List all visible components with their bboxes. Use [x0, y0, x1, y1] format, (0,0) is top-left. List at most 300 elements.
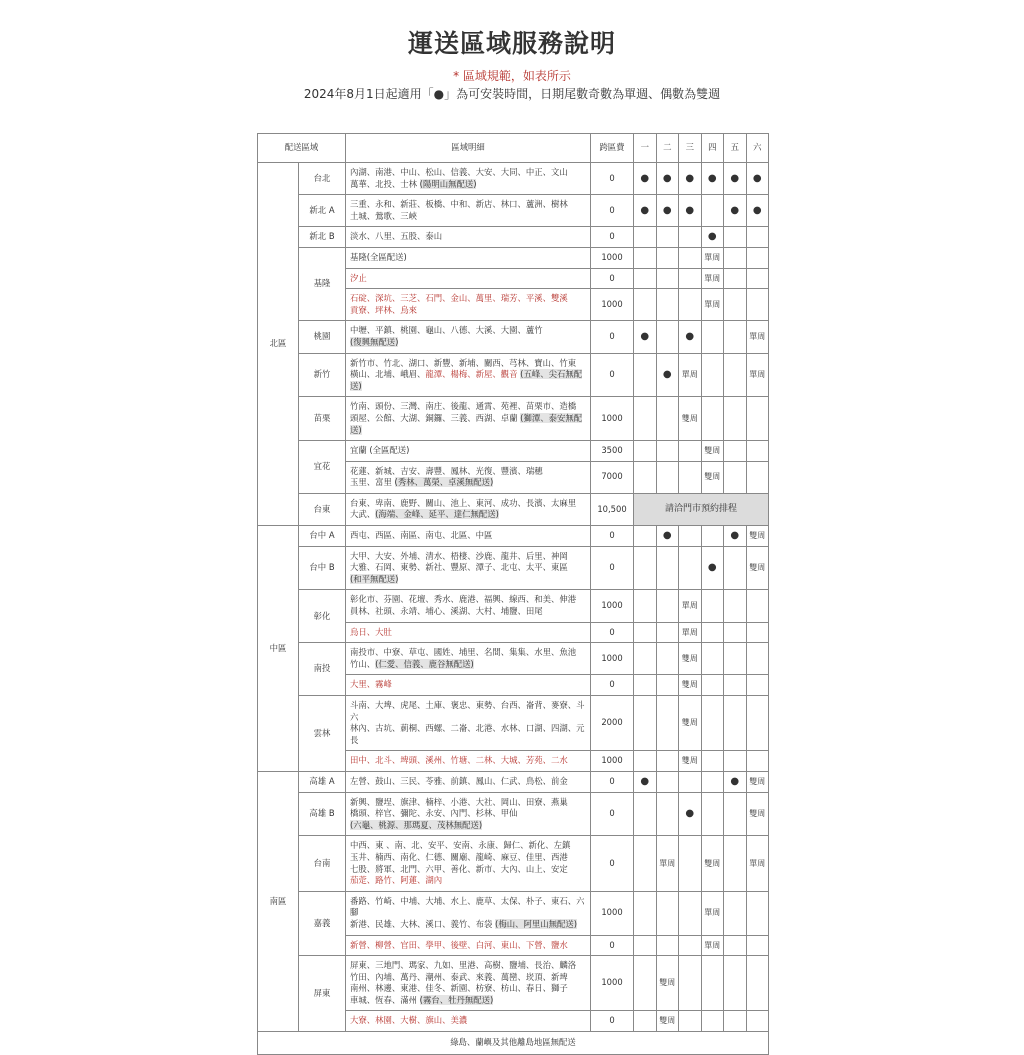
- area-name: 高雄 A: [299, 771, 346, 792]
- area-detail: [346, 289, 591, 321]
- install-day-empty: [634, 622, 657, 643]
- install-day-week: 雙周: [746, 792, 769, 836]
- install-day-empty: [724, 792, 747, 836]
- offshore-note: 綠島、蘭嶼及其他離島地區無配送: [258, 1032, 769, 1055]
- header-day-sat: 六: [746, 134, 769, 163]
- cross-zone-fee: 7000: [591, 461, 634, 493]
- schedule-rule: 2024年8月1日起適用「●」為可安裝時間，日期尾數奇數為單週、偶數為雙週: [303, 87, 721, 101]
- cross-zone-fee: 1000: [591, 289, 634, 321]
- install-day-empty: [701, 353, 724, 397]
- install-day-empty: [656, 891, 679, 935]
- header-day-fri: 五: [724, 134, 747, 163]
- no-delivery-note: (五峰、尖石無配送): [350, 369, 583, 391]
- install-day-empty: [701, 321, 724, 353]
- install-day-week: 雙周: [656, 956, 679, 1011]
- install-day-empty: [679, 461, 702, 493]
- surcharge-districts: 烏日、大肚: [350, 626, 392, 637]
- install-day-empty: [634, 526, 657, 547]
- install-day-empty: [679, 836, 702, 891]
- area-detail: [346, 696, 591, 751]
- region-name: 中區: [258, 526, 299, 772]
- area-detail: [346, 622, 591, 643]
- table-row: [258, 771, 769, 792]
- cross-zone-fee: 0: [591, 771, 634, 792]
- districts: 新興、鹽埕、旗津、楠梓、小港、大社、岡山、田寮、燕巢 橋頭、梓官、彌陀、永安、內門、杉林、甲仙: [350, 796, 568, 819]
- install-day-dot: ●: [701, 163, 724, 195]
- install-day-empty: [634, 397, 657, 441]
- header-fee: 跨區費: [591, 134, 634, 163]
- install-day-empty: [634, 461, 657, 493]
- table-row: [258, 227, 769, 248]
- cross-zone-fee: 0: [591, 792, 634, 836]
- districts: 台東、卑南、鹿野、關山、池上、東河、成功、長濱、太麻里 大武、: [350, 497, 577, 520]
- install-day-week: 雙周: [701, 461, 724, 493]
- install-day-empty: [701, 751, 724, 772]
- install-day-empty: [656, 397, 679, 441]
- area-name: 桃園: [299, 321, 346, 353]
- area-detail: [346, 461, 591, 493]
- table-row: [258, 836, 769, 891]
- install-day-empty: [634, 227, 657, 248]
- area-name: 嘉義: [299, 891, 346, 955]
- install-day-empty: [634, 441, 657, 462]
- area-name: 屏東: [299, 956, 346, 1032]
- table-row: [258, 792, 769, 836]
- no-delivery-note: (海端、金峰、延平、達仁無配送): [375, 509, 499, 520]
- install-day-empty: [746, 751, 769, 772]
- header-zone: 配送區域: [258, 134, 346, 163]
- cross-zone-fee: 0: [591, 1011, 634, 1032]
- region-name: 南區: [258, 771, 299, 1031]
- install-day-week: 雙周: [679, 643, 702, 675]
- area-detail: [346, 771, 591, 792]
- page-title: 運送區域服務說明: [407, 29, 616, 58]
- install-day-empty: [634, 891, 657, 935]
- area-detail: [346, 935, 591, 956]
- install-day-week: 單周: [679, 590, 702, 622]
- install-day-week: 雙周: [679, 397, 702, 441]
- install-day-empty: [724, 696, 747, 751]
- cross-zone-fee: 1000: [591, 643, 634, 675]
- install-day-empty: [656, 792, 679, 836]
- area-detail: [346, 675, 591, 696]
- area-detail: [346, 441, 591, 462]
- cross-zone-fee: 10,500: [591, 493, 634, 525]
- install-day-empty: [724, 397, 747, 441]
- install-day-week: 雙周: [701, 441, 724, 462]
- area-name: 雲林: [299, 696, 346, 772]
- install-day-dot: ●: [679, 321, 702, 353]
- install-day-empty: [701, 792, 724, 836]
- install-day-dot: ●: [656, 195, 679, 227]
- districts: 西屯、西區、南區、南屯、北區、中區: [350, 530, 493, 541]
- install-day-week: 單周: [679, 353, 702, 397]
- cross-zone-fee: 1000: [591, 590, 634, 622]
- cross-zone-fee: 0: [591, 163, 634, 195]
- area-detail: [346, 546, 591, 590]
- area-detail: [346, 643, 591, 675]
- install-day-dot: ●: [724, 526, 747, 547]
- area-name: 台中 B: [299, 546, 346, 590]
- install-day-empty: [634, 546, 657, 590]
- install-day-empty: [634, 836, 657, 891]
- districts: 花蓮、新城、吉安、壽豐、鳳林、光復、豐濱、瑞穗 玉里、富里: [350, 465, 543, 488]
- install-day-empty: [656, 546, 679, 590]
- cross-zone-fee: 1000: [591, 397, 634, 441]
- install-day-empty: [679, 891, 702, 935]
- cross-zone-fee: 3500: [591, 441, 634, 462]
- table-header-row: [258, 134, 769, 163]
- install-day-week: 單周: [746, 353, 769, 397]
- install-day-empty: [634, 696, 657, 751]
- no-delivery-note: (獅潭、泰安無配送): [350, 412, 583, 435]
- install-day-dot: ●: [746, 195, 769, 227]
- install-day-week: 雙周: [656, 1011, 679, 1032]
- table-row: [258, 247, 769, 268]
- install-day-dot: ●: [724, 163, 747, 195]
- install-day-empty: [724, 441, 747, 462]
- install-day-empty: [634, 353, 657, 397]
- install-day-empty: [724, 622, 747, 643]
- header-day-wed: 三: [679, 134, 702, 163]
- install-day-empty: [656, 643, 679, 675]
- install-day-empty: [724, 268, 747, 289]
- surcharge-districts: 大寮、林園、大樹、旗山、美濃: [350, 1015, 468, 1026]
- no-delivery-note: (復興無配送): [350, 336, 399, 347]
- area-name: 新竹: [299, 353, 346, 397]
- install-day-empty: [634, 792, 657, 836]
- install-day-empty: [679, 247, 702, 268]
- area-name: 台中 A: [299, 526, 346, 547]
- install-day-empty: [656, 935, 679, 956]
- districts: 南投市、中寮、草屯、國姓、埔里、名間、集集、水里、魚池 竹山、: [350, 647, 577, 669]
- install-day-dot: ●: [724, 195, 747, 227]
- header-detail: 區域明細: [346, 134, 591, 163]
- cross-zone-fee: 0: [591, 675, 634, 696]
- area-detail: [346, 353, 591, 397]
- area-detail: [346, 247, 591, 268]
- install-day-empty: [746, 643, 769, 675]
- install-day-empty: [701, 956, 724, 1011]
- area-detail: [346, 163, 591, 195]
- area-name: 南投: [299, 643, 346, 696]
- install-day-empty: [701, 696, 724, 751]
- table-row: [258, 493, 769, 525]
- install-day-week: 單周: [746, 836, 769, 891]
- no-delivery-note: (秀林、萬榮、卓溪無配送): [394, 477, 494, 488]
- install-day-empty: [679, 546, 702, 590]
- install-day-week: 雙周: [746, 526, 769, 547]
- cross-zone-fee: 0: [591, 622, 634, 643]
- area-name: 基隆: [299, 247, 346, 320]
- footer-row: [258, 1032, 769, 1055]
- table-row: [258, 526, 769, 547]
- table-row: [258, 321, 769, 353]
- cross-zone-fee: 0: [591, 546, 634, 590]
- districts: 左營、鼓山、三民、苓雅、前鎮、鳳山、仁武、鳥松、前金: [350, 775, 568, 786]
- install-day-week: 單周: [701, 891, 724, 935]
- table-row: [258, 590, 769, 622]
- area-detail: [346, 526, 591, 547]
- table-row: [258, 353, 769, 397]
- districts: 中西、東 、南、北、安平、安南、永康、歸仁、新化、左鎮 玉井、楠西、南化、仁德、關廟、龍崎、麻豆、佳里、西港 七股、將軍、北門、六甲、善化、新市、大內、山上、安定: [350, 840, 571, 874]
- install-day-empty: [634, 1011, 657, 1032]
- install-day-empty: [724, 353, 747, 397]
- install-day-empty: [724, 289, 747, 321]
- install-day-empty: [746, 891, 769, 935]
- install-day-empty: [701, 643, 724, 675]
- install-day-empty: [634, 675, 657, 696]
- table-row: [258, 891, 769, 935]
- install-day-empty: [656, 590, 679, 622]
- install-day-dot: ●: [679, 195, 702, 227]
- surcharge-districts: 汐止: [350, 272, 367, 283]
- districts: 大甲、大安、外埔、清水、梧棲、沙鹿、龍井、后里、神岡 大雅、石岡、東勢、新社、豐原、潭子、北屯、太平、東區: [350, 550, 568, 573]
- cross-zone-fee: 0: [591, 836, 634, 891]
- area-detail: [346, 751, 591, 772]
- install-day-empty: [746, 622, 769, 643]
- install-day-empty: [724, 1011, 747, 1032]
- cross-zone-fee: 0: [591, 935, 634, 956]
- install-day-empty: [724, 891, 747, 935]
- install-day-dot: ●: [701, 546, 724, 590]
- install-day-week: 雙周: [701, 836, 724, 891]
- area-detail: [346, 321, 591, 353]
- surcharge-districts: 龍潭、楊梅、新屋、觀音: [425, 369, 518, 380]
- install-day-empty: [701, 526, 724, 547]
- area-detail: [346, 195, 591, 227]
- area-detail: [346, 792, 591, 836]
- districts: 新竹市、竹北、湖口、新豐、新埔、關西、芎林、寶山、竹東 橫山、北埔、峨眉、: [350, 357, 577, 380]
- area-detail: [346, 836, 591, 891]
- install-day-empty: [679, 441, 702, 462]
- area-name: 苗栗: [299, 397, 346, 441]
- install-day-week: 雙周: [679, 675, 702, 696]
- install-day-empty: [656, 321, 679, 353]
- install-day-empty: [701, 195, 724, 227]
- install-day-empty: [634, 289, 657, 321]
- install-day-empty: [724, 590, 747, 622]
- install-day-empty: [679, 1011, 702, 1032]
- install-day-dot: ●: [679, 792, 702, 836]
- install-day-empty: [679, 935, 702, 956]
- table-row: [258, 163, 769, 195]
- area-name: 新北 A: [299, 195, 346, 227]
- install-day-dot: ●: [634, 163, 657, 195]
- install-day-week: 雙周: [746, 546, 769, 590]
- install-day-empty: [724, 675, 747, 696]
- install-day-empty: [634, 247, 657, 268]
- install-day-week: 單周: [656, 836, 679, 891]
- install-day-empty: [701, 622, 724, 643]
- area-name: 宜花: [299, 441, 346, 494]
- install-day-dot: ●: [656, 163, 679, 195]
- area-detail: [346, 1011, 591, 1032]
- table-row: [258, 195, 769, 227]
- area-name: 彰化: [299, 590, 346, 643]
- area-detail: [346, 956, 591, 1011]
- area-name: 台南: [299, 836, 346, 891]
- no-delivery-note: (仁愛、信義、鹿谷無配送): [375, 658, 474, 669]
- install-day-week: 單周: [746, 321, 769, 353]
- install-day-dot: ●: [746, 163, 769, 195]
- table-row: [258, 546, 769, 590]
- install-day-empty: [724, 247, 747, 268]
- install-day-empty: [724, 461, 747, 493]
- install-day-empty: [634, 590, 657, 622]
- surcharge-districts: 新營、柳營、官田、學甲、後壁、白河、東山、下營、鹽水: [350, 939, 568, 950]
- cross-zone-fee: 0: [591, 353, 634, 397]
- districts: 基隆(全區配送): [350, 251, 407, 262]
- install-day-week: 雙周: [679, 696, 702, 751]
- install-day-empty: [656, 696, 679, 751]
- install-day-empty: [746, 247, 769, 268]
- surcharge-districts: 田中、北斗、埤頭、溪州、竹塘、二林、大城、芳苑、二水: [350, 755, 568, 766]
- region-note: * 區域規範，如表所示: [453, 69, 571, 83]
- schedule-by-appointment: 請洽門市預約排程: [634, 493, 769, 525]
- install-day-dot: ●: [634, 321, 657, 353]
- install-day-empty: [634, 643, 657, 675]
- cross-zone-fee: 0: [591, 526, 634, 547]
- install-day-empty: [746, 397, 769, 441]
- install-day-week: 雙周: [679, 751, 702, 772]
- area-detail: [346, 590, 591, 622]
- no-delivery-note: (梅山、阿里山無配送): [495, 918, 577, 929]
- install-day-empty: [656, 461, 679, 493]
- install-day-week: 單周: [701, 247, 724, 268]
- table-row: [258, 441, 769, 462]
- districts: 三重、永和、新莊、板橋、中和、新店、林口、蘆洲、樹林 土城、鶯歌、三峽: [350, 199, 568, 221]
- install-day-week: 單周: [701, 935, 724, 956]
- install-day-empty: [634, 935, 657, 956]
- install-day-dot: ●: [634, 771, 657, 792]
- install-day-empty: [679, 956, 702, 1011]
- cross-zone-fee: 2000: [591, 696, 634, 751]
- install-day-dot: ●: [634, 195, 657, 227]
- cross-zone-fee: 1000: [591, 891, 634, 935]
- cross-zone-fee: 1000: [591, 751, 634, 772]
- install-day-empty: [679, 227, 702, 248]
- cross-zone-fee: 1000: [591, 247, 634, 268]
- cross-zone-fee: 1000: [591, 956, 634, 1011]
- area-name: 新北 B: [299, 227, 346, 248]
- install-day-empty: [679, 771, 702, 792]
- districts: 宜蘭 (全區配送): [350, 445, 410, 456]
- install-day-dot: ●: [656, 353, 679, 397]
- install-day-empty: [746, 461, 769, 493]
- install-day-empty: [656, 622, 679, 643]
- install-day-empty: [634, 956, 657, 1011]
- table-row: [258, 643, 769, 675]
- install-day-empty: [656, 268, 679, 289]
- install-day-week: 單周: [679, 622, 702, 643]
- install-day-empty: [746, 289, 769, 321]
- install-day-empty: [724, 935, 747, 956]
- header-day-thu: 四: [701, 134, 724, 163]
- install-day-empty: [656, 751, 679, 772]
- install-day-empty: [724, 643, 747, 675]
- install-day-empty: [701, 675, 724, 696]
- delivery-zone-table: [257, 133, 769, 1055]
- no-delivery-note: (陽明山無配送): [419, 178, 477, 189]
- no-delivery-note: (霧台、牡丹無配送): [419, 994, 494, 1005]
- install-day-empty: [656, 289, 679, 321]
- install-day-empty: [656, 441, 679, 462]
- cross-zone-fee: 0: [591, 268, 634, 289]
- install-day-dot: ●: [679, 163, 702, 195]
- install-day-empty: [656, 675, 679, 696]
- districts: 內湖、南港、中山、松山、信義、大安、大同、中正、文山 萬華、北投、士林: [350, 167, 568, 189]
- no-delivery-note: (和平無配送): [350, 573, 399, 584]
- districts: 斗南、大埤、虎尾、土庫、褒忠、東勢、台西、崙背、麥寮、斗六 林內、古坑、莿桐、西螺、二崙、北港、水林、口湖、四湖、元長: [350, 700, 585, 745]
- install-day-empty: [746, 268, 769, 289]
- install-day-empty: [679, 289, 702, 321]
- install-day-empty: [679, 526, 702, 547]
- install-day-empty: [656, 771, 679, 792]
- install-day-empty: [746, 590, 769, 622]
- header-day-tue: 二: [656, 134, 679, 163]
- districts: 竹南、頭份、三灣、南庄、後龍、通霄、苑裡、苗栗市、造橋 頭屋、公館、大湖、銅鑼、三義、西湖、卓蘭: [350, 401, 577, 423]
- area-name: 台東: [299, 493, 346, 525]
- cross-zone-fee: 0: [591, 227, 634, 248]
- no-delivery-note: (六龜、桃源、那瑪夏、茂林無配送): [350, 819, 483, 830]
- table-row: [258, 397, 769, 441]
- install-day-week: 單周: [701, 268, 724, 289]
- install-day-empty: [724, 836, 747, 891]
- install-day-empty: [746, 227, 769, 248]
- install-day-dot: ●: [724, 771, 747, 792]
- install-day-empty: [746, 1011, 769, 1032]
- area-detail: [346, 891, 591, 935]
- area-detail: [346, 493, 591, 525]
- cross-zone-fee: 0: [591, 195, 634, 227]
- install-day-empty: [634, 751, 657, 772]
- install-day-dot: ●: [656, 526, 679, 547]
- install-day-empty: [701, 590, 724, 622]
- install-day-empty: [656, 227, 679, 248]
- install-day-dot: ●: [701, 227, 724, 248]
- surcharge-districts: 茄萣、路竹、阿蓮、湖內: [350, 875, 443, 886]
- install-day-empty: [656, 247, 679, 268]
- districts: 番路、竹崎、中埔、大埔、水上、鹿草、太保、朴子、東石、六腳 新港、民雄、大林、溪口、義竹、布袋: [350, 895, 585, 929]
- table-row: [258, 696, 769, 751]
- install-day-empty: [724, 546, 747, 590]
- surcharge-districts: 石碇、深坑、三芝、石門、金山、萬里、瑞芳、平溪、雙溪 貢寮、坪林、烏來: [350, 293, 568, 315]
- districts: 彰化市、芬園、花壇、秀水、鹿港、福興、線西、和美、伸港 員林、社頭、永靖、埔心、溪湖、大村、埔鹽、田尾: [350, 594, 577, 617]
- area-name: 高雄 B: [299, 792, 346, 836]
- install-day-empty: [724, 956, 747, 1011]
- install-day-empty: [724, 751, 747, 772]
- install-day-empty: [701, 397, 724, 441]
- install-day-empty: [634, 268, 657, 289]
- districts: 屏東、三地門、瑪家、九如、里港、高樹、鹽埔、長治、麟洛 竹田、內埔、萬丹、潮州、泰武、來義、萬巒、崁頂、新埤 南州、林邊、東港、佳冬、新園、枋寮、枋山、春日、獅子 車城、恆春、滿州: [350, 960, 577, 1005]
- install-day-empty: [679, 268, 702, 289]
- region-name: 北區: [258, 163, 299, 526]
- install-day-empty: [746, 696, 769, 751]
- area-name: 台北: [299, 163, 346, 195]
- install-day-empty: [701, 771, 724, 792]
- install-day-week: 雙周: [746, 771, 769, 792]
- cross-zone-fee: 0: [591, 321, 634, 353]
- install-day-empty: [746, 935, 769, 956]
- install-day-week: 單周: [701, 289, 724, 321]
- area-detail: [346, 227, 591, 248]
- surcharge-districts: 大里、霧峰: [350, 679, 392, 690]
- table-row: [258, 956, 769, 1011]
- area-detail: [346, 268, 591, 289]
- area-detail: [346, 397, 591, 441]
- install-day-empty: [724, 227, 747, 248]
